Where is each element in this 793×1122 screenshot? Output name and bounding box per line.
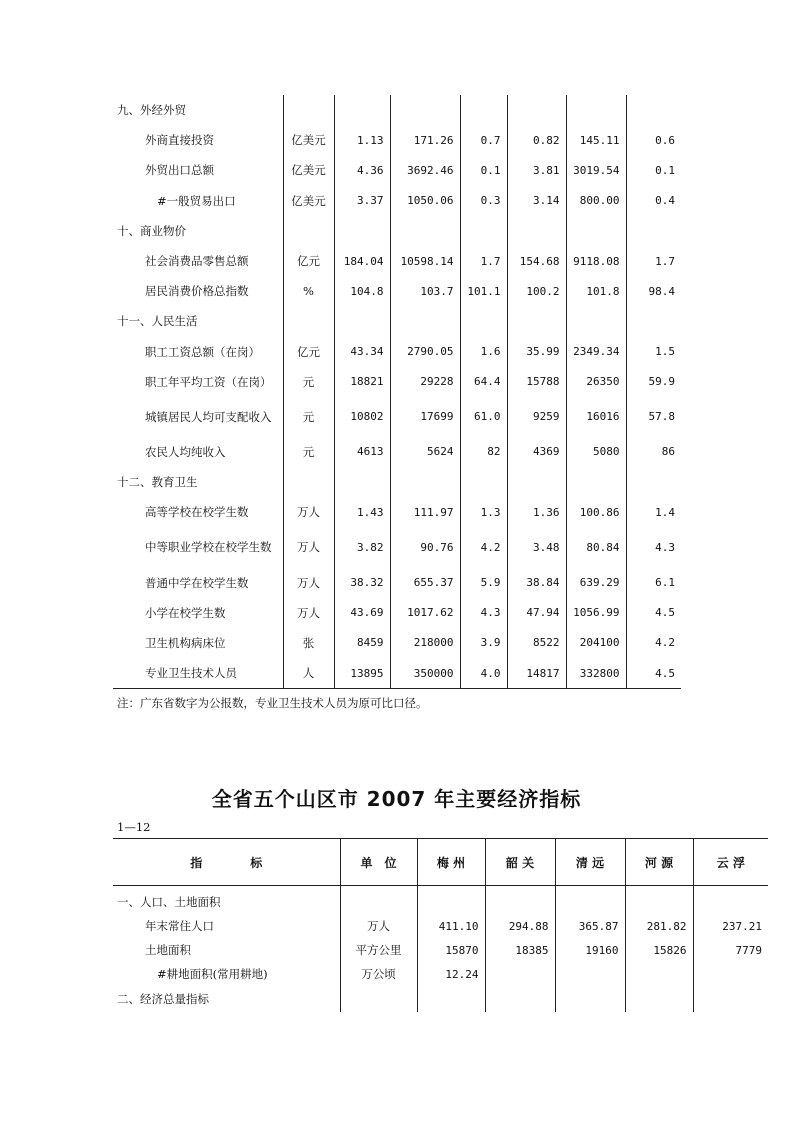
value-cell (334, 306, 390, 336)
row-label: 小学在校学生数 (145, 605, 226, 620)
value-cell: 4.3 (626, 527, 681, 567)
value-cell: 4.2 (626, 628, 681, 658)
value-cell: 7779 (693, 938, 768, 962)
table-row (113, 527, 681, 567)
row-label: 外贸出口总额 (145, 163, 214, 178)
value-cell: 82 (460, 437, 507, 467)
unit-cell: 张 (283, 628, 334, 658)
value-cell: 29228 (390, 367, 460, 397)
table-code: 1—12 (117, 820, 151, 834)
value-cell: 154.68 (507, 246, 566, 276)
unit-cell: 万人 (283, 567, 334, 597)
value-cell (460, 467, 507, 497)
value-cell (334, 95, 390, 125)
value-cell: 17699 (390, 397, 460, 437)
value-cell (507, 95, 566, 125)
value-cell (625, 886, 693, 915)
value-cell: 64.4 (460, 367, 507, 397)
value-cell: 218000 (390, 628, 460, 658)
value-cell: 13895 (334, 658, 390, 689)
value-cell: 1050.06 (390, 186, 460, 216)
value-cell: 3692.46 (390, 155, 460, 185)
value-cell (625, 986, 693, 1012)
value-cell: 103.7 (390, 276, 460, 306)
value-cell: 8459 (334, 628, 390, 658)
value-cell: 2349.34 (566, 337, 626, 367)
value-cell: 1.3 (460, 497, 507, 527)
unit-cell: 万公顷 (340, 962, 417, 986)
value-cell: 1.13 (334, 125, 390, 155)
value-cell: 10598.14 (390, 246, 460, 276)
value-cell: 4.3 (460, 598, 507, 628)
row-label: 社会消费品零售总额 (145, 254, 249, 269)
value-cell: 5080 (566, 437, 626, 467)
value-cell: 800.00 (566, 186, 626, 216)
value-cell: 145.11 (566, 125, 626, 155)
value-cell (555, 962, 625, 986)
value-cell: 332800 (566, 658, 626, 689)
value-cell: 3019.54 (566, 155, 626, 185)
row-label: 年末常住人口 (145, 919, 214, 933)
value-cell: 4613 (334, 437, 390, 467)
value-cell: 350000 (390, 658, 460, 689)
value-cell: 4.5 (626, 658, 681, 689)
value-cell: 14817 (507, 658, 566, 689)
value-cell: 19160 (555, 938, 625, 962)
value-cell: 43.69 (334, 598, 390, 628)
value-cell: 98.4 (626, 276, 681, 306)
table-row (113, 186, 681, 216)
row-label: 职工年平均工资（在岗） (145, 374, 272, 389)
value-cell: 171.26 (390, 125, 460, 155)
table-row (113, 216, 681, 246)
value-cell: 0.6 (626, 125, 681, 155)
column-header: 云 浮 (693, 839, 768, 886)
row-label: 土地面积 (145, 943, 191, 957)
column-header: 指 标 (113, 839, 340, 886)
value-cell: 1.43 (334, 497, 390, 527)
column-header: 梅 州 (417, 839, 485, 886)
section-title: 全省五个山区市 2007 年主要经济指标 (211, 787, 582, 811)
value-cell: 4.36 (334, 155, 390, 185)
value-cell: 26350 (566, 367, 626, 397)
value-cell: 184.04 (334, 246, 390, 276)
value-cell: 0.1 (626, 155, 681, 185)
value-cell: 1.36 (507, 497, 566, 527)
table-row (113, 246, 681, 276)
value-cell: 4.5 (626, 598, 681, 628)
value-cell (626, 216, 681, 246)
value-cell: 1.6 (460, 337, 507, 367)
table-row (113, 306, 681, 336)
value-cell: 90.76 (390, 527, 460, 567)
value-cell: 4.0 (460, 658, 507, 689)
table-row (113, 367, 681, 397)
value-cell: 15870 (417, 938, 485, 962)
value-cell: 104.8 (334, 276, 390, 306)
row-label: 一、人口、土地面积 (117, 895, 221, 909)
value-cell: 411.10 (417, 914, 485, 938)
unit-cell: % (283, 276, 334, 306)
unit-cell (283, 216, 334, 246)
value-cell: 2790.05 (390, 337, 460, 367)
value-cell: 0.7 (460, 125, 507, 155)
unit-cell: 亿美元 (283, 125, 334, 155)
unit-cell (283, 95, 334, 125)
value-cell: 101.8 (566, 276, 626, 306)
unit-cell (340, 986, 417, 1012)
table-row (113, 986, 768, 1012)
value-cell: 204100 (566, 628, 626, 658)
value-cell (566, 216, 626, 246)
row-label: 中等职业学校在校学生数 (145, 540, 272, 555)
row-label: 九、外经外贸 (117, 103, 186, 118)
value-cell (555, 886, 625, 915)
table-row (113, 962, 768, 986)
value-cell (460, 95, 507, 125)
unit-cell: 亿元 (283, 337, 334, 367)
table-row (113, 155, 681, 185)
value-cell: 38.84 (507, 567, 566, 597)
column-header: 清 远 (555, 839, 625, 886)
mountain-cities-table (113, 838, 768, 1012)
value-cell (566, 467, 626, 497)
table-row (113, 658, 681, 689)
value-cell (566, 306, 626, 336)
value-cell: 9259 (507, 397, 566, 437)
value-cell (693, 962, 768, 986)
value-cell (626, 306, 681, 336)
value-cell: 18821 (334, 367, 390, 397)
value-cell: 1.4 (626, 497, 681, 527)
table-row (113, 276, 681, 306)
indicator-table-continued (113, 95, 681, 689)
value-cell (460, 216, 507, 246)
table-row (113, 497, 681, 527)
value-cell: 3.9 (460, 628, 507, 658)
value-cell (485, 962, 555, 986)
value-cell (390, 216, 460, 246)
unit-cell: 亿美元 (283, 186, 334, 216)
value-cell (390, 95, 460, 125)
value-cell: 18385 (485, 938, 555, 962)
value-cell: 80.84 (566, 527, 626, 567)
value-cell: 6.1 (626, 567, 681, 597)
value-cell: 59.9 (626, 367, 681, 397)
row-label: 十二、教育卫生 (117, 475, 198, 490)
value-cell: 0.82 (507, 125, 566, 155)
value-cell (417, 986, 485, 1012)
value-cell: 61.0 (460, 397, 507, 437)
value-cell (390, 306, 460, 336)
value-cell: 9118.08 (566, 246, 626, 276)
value-cell: 1.7 (626, 246, 681, 276)
value-cell: 281.82 (625, 914, 693, 938)
value-cell: 294.88 (485, 914, 555, 938)
value-cell (485, 886, 555, 915)
value-cell: 0.3 (460, 186, 507, 216)
value-cell: 38.32 (334, 567, 390, 597)
unit-cell: 万人 (283, 497, 334, 527)
table-row (113, 467, 681, 497)
table-row (113, 397, 681, 437)
unit-cell: 万人 (283, 527, 334, 567)
value-cell: 16016 (566, 397, 626, 437)
value-cell: 5.9 (460, 567, 507, 597)
value-cell: 47.94 (507, 598, 566, 628)
value-cell (693, 886, 768, 915)
row-label: #一般贸易出口 (157, 193, 236, 208)
value-cell: 15788 (507, 367, 566, 397)
value-cell: 3.14 (507, 186, 566, 216)
value-cell: 1.5 (626, 337, 681, 367)
value-cell: 101.1 (460, 276, 507, 306)
unit-cell: 亿元 (283, 246, 334, 276)
table-row (113, 628, 681, 658)
value-cell: 0.4 (626, 186, 681, 216)
row-label: 十、商业物价 (117, 223, 186, 238)
table-row (113, 567, 681, 597)
row-label: 职工工资总额（在岗） (145, 344, 260, 359)
value-cell: 3.48 (507, 527, 566, 567)
value-cell: 5624 (390, 437, 460, 467)
table-note: 注：广东省数字为公报数，专业卫生技术人员为原可比口径。 (117, 696, 428, 710)
value-cell (555, 986, 625, 1012)
unit-cell: 元 (283, 367, 334, 397)
unit-cell: 人 (283, 658, 334, 689)
row-label: 居民消费价格总指数 (145, 284, 249, 299)
column-header: 河 源 (625, 839, 693, 886)
table-row (113, 125, 681, 155)
value-cell: 4.2 (460, 527, 507, 567)
row-label: #耕地面积(常用耕地) (157, 967, 268, 981)
row-label: 农民人均纯收入 (145, 444, 226, 459)
value-cell: 57.8 (626, 397, 681, 437)
table-row (113, 598, 681, 628)
value-cell: 237.21 (693, 914, 768, 938)
value-cell: 1017.62 (390, 598, 460, 628)
unit-cell: 亿美元 (283, 155, 334, 185)
value-cell (626, 95, 681, 125)
value-cell (625, 962, 693, 986)
value-cell (507, 306, 566, 336)
value-cell: 3.81 (507, 155, 566, 185)
value-cell (390, 467, 460, 497)
unit-cell: 万人 (283, 598, 334, 628)
value-cell: 365.87 (555, 914, 625, 938)
value-cell: 10802 (334, 397, 390, 437)
value-cell (334, 467, 390, 497)
value-cell: 15826 (625, 938, 693, 962)
row-label: 外商直接投资 (145, 133, 214, 148)
value-cell: 12.24 (417, 962, 485, 986)
value-cell: 111.97 (390, 497, 460, 527)
value-cell: 35.99 (507, 337, 566, 367)
row-label: 十一、人民生活 (117, 314, 198, 329)
row-label: 高等学校在校学生数 (145, 505, 249, 520)
value-cell: 639.29 (566, 567, 626, 597)
value-cell: 100.2 (507, 276, 566, 306)
row-label: 卫生机构病床位 (145, 635, 226, 650)
unit-cell (340, 886, 417, 915)
value-cell: 100.86 (566, 497, 626, 527)
value-cell: 4369 (507, 437, 566, 467)
value-cell: 8522 (507, 628, 566, 658)
value-cell (334, 216, 390, 246)
value-cell: 3.82 (334, 527, 390, 567)
value-cell (566, 95, 626, 125)
value-cell (693, 986, 768, 1012)
value-cell: 1.7 (460, 246, 507, 276)
value-cell (485, 986, 555, 1012)
row-label: 专业卫生技术人员 (113, 658, 283, 689)
unit-cell: 元 (283, 397, 334, 437)
value-cell (417, 886, 485, 915)
value-cell (460, 306, 507, 336)
unit-cell: 元 (283, 437, 334, 467)
column-header: 单 位 (340, 839, 417, 886)
row-label: 普通中学在校学生数 (145, 575, 249, 590)
value-cell: 655.37 (390, 567, 460, 597)
value-cell: 86 (626, 437, 681, 467)
unit-cell: 万人 (340, 914, 417, 938)
value-cell: 1056.99 (566, 598, 626, 628)
value-cell (626, 467, 681, 497)
column-header: 韶 关 (485, 839, 555, 886)
table-row (113, 95, 681, 125)
unit-cell: 平方公里 (340, 938, 417, 962)
unit-cell (283, 467, 334, 497)
table-row (113, 437, 681, 467)
table-row (113, 914, 768, 938)
row-label: 城镇居民人均可支配收入 (145, 409, 272, 424)
value-cell: 0.1 (460, 155, 507, 185)
table-row (113, 938, 768, 962)
value-cell (507, 467, 566, 497)
value-cell: 3.37 (334, 186, 390, 216)
unit-cell (283, 306, 334, 336)
value-cell: 43.34 (334, 337, 390, 367)
table-row (113, 886, 768, 915)
row-label: 二、经济总量指标 (117, 992, 209, 1006)
table-row (113, 337, 681, 367)
value-cell (507, 216, 566, 246)
